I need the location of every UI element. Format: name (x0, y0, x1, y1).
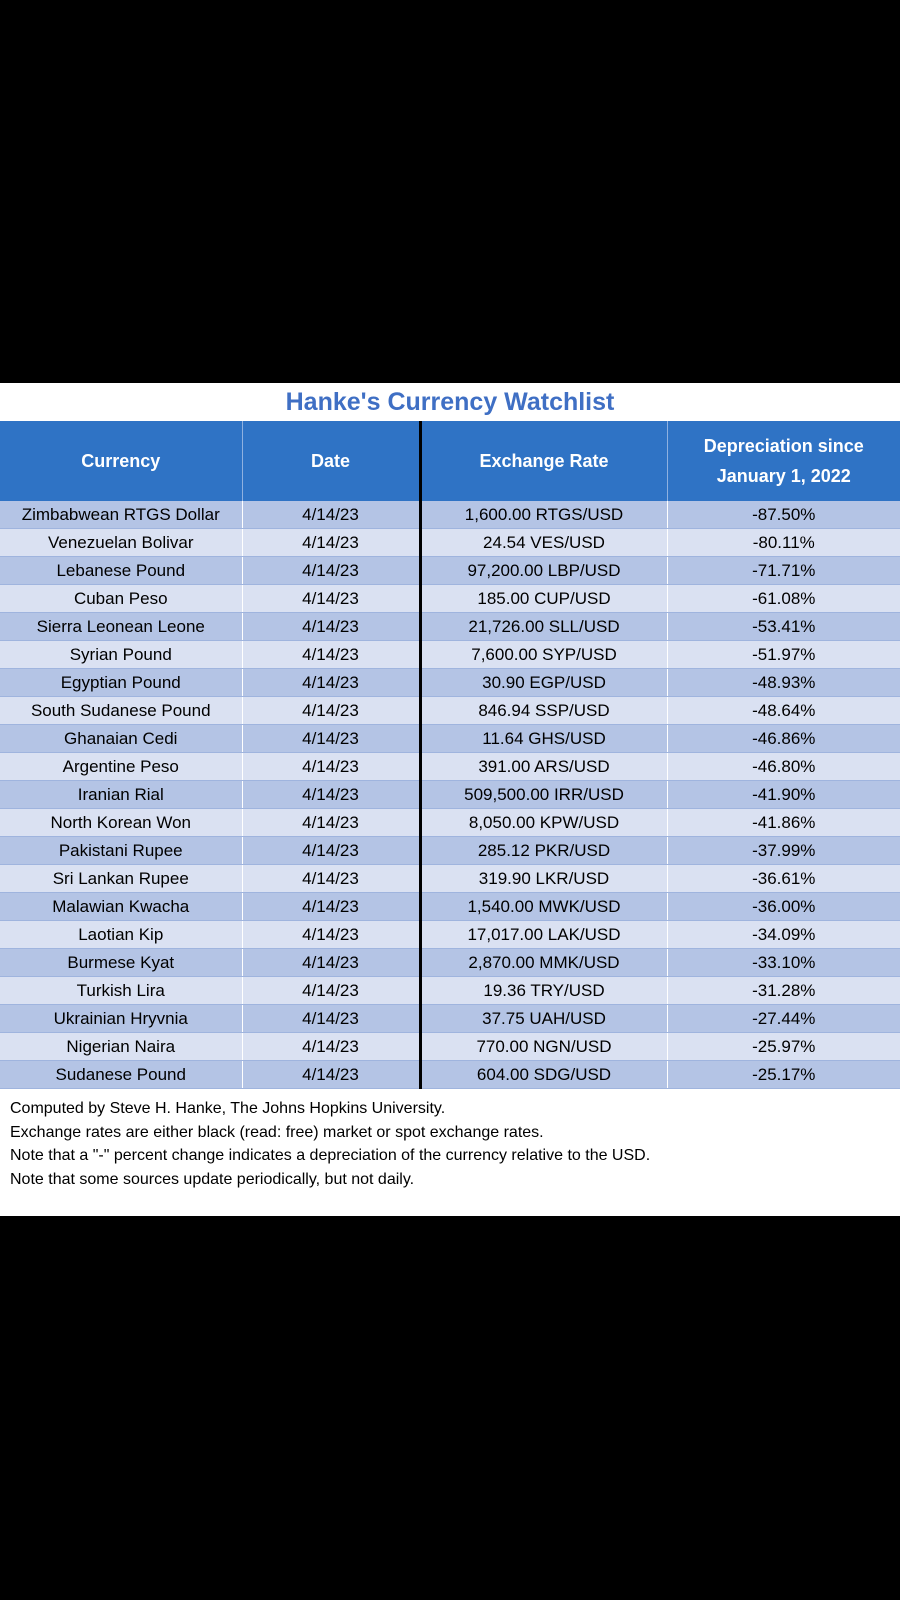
cell-exchange-rate: 604.00 SDG/USD (420, 1061, 667, 1089)
cell-date: 4/14/23 (242, 977, 420, 1005)
cell-date: 4/14/23 (242, 753, 420, 781)
table-row (0, 1005, 900, 1033)
cell-exchange-rate: 24.54 VES/USD (420, 529, 667, 557)
cell-depreciation: -27.44% (667, 1005, 900, 1033)
cell-date: 4/14/23 (242, 669, 420, 697)
table-row (0, 501, 900, 529)
cell-depreciation: -36.00% (667, 893, 900, 921)
cell-date: 4/14/23 (242, 1061, 420, 1089)
table-row (0, 977, 900, 1005)
cell-exchange-rate: 285.12 PKR/USD (420, 837, 667, 865)
header-currency: Currency (0, 421, 242, 501)
cell-currency: North Korean Won (0, 809, 242, 837)
table-row (0, 529, 900, 557)
cell-date: 4/14/23 (242, 781, 420, 809)
cell-exchange-rate: 11.64 GHS/USD (420, 725, 667, 753)
cell-depreciation: -53.41% (667, 613, 900, 641)
footnote-line: Exchange rates are either black (read: free) market or spot exchange rates. (10, 1123, 544, 1141)
cell-date: 4/14/23 (242, 1033, 420, 1061)
cell-currency: Turkish Lira (0, 977, 242, 1005)
page-title: Hanke's Currency Watchlist (285, 388, 615, 416)
cell-depreciation: -48.64% (667, 697, 900, 725)
cell-currency: Sierra Leonean Leone (0, 613, 242, 641)
cell-currency: Sri Lankan Rupee (0, 865, 242, 893)
table-row (0, 557, 900, 585)
cell-depreciation: -61.08% (667, 585, 900, 613)
cell-depreciation: -37.99% (667, 837, 900, 865)
cell-exchange-rate: 1,600.00 RTGS/USD (420, 501, 667, 529)
footnote-line: Note that some sources update periodically, but not daily. (10, 1170, 415, 1188)
cell-date: 4/14/23 (242, 837, 420, 865)
table-row (0, 893, 900, 921)
header-depreciation (667, 421, 900, 501)
cell-currency: Cuban Peso (0, 585, 242, 613)
table-row (0, 613, 900, 641)
cell-exchange-rate: 185.00 CUP/USD (420, 585, 667, 613)
cell-date: 4/14/23 (242, 809, 420, 837)
table-row (0, 725, 900, 753)
table-row (0, 669, 900, 697)
cell-depreciation: -51.97% (667, 641, 900, 669)
cell-exchange-rate: 37.75 UAH/USD (420, 1005, 667, 1033)
cell-depreciation: -48.93% (667, 669, 900, 697)
header-depreciation-line1: Depreciation since (703, 436, 864, 456)
cell-currency: Syrian Pound (0, 641, 242, 669)
cell-date: 4/14/23 (242, 557, 420, 585)
cell-date: 4/14/23 (242, 501, 420, 529)
cell-currency: Burmese Kyat (0, 949, 242, 977)
cell-date: 4/14/23 (242, 949, 420, 977)
table-row (0, 585, 900, 613)
cell-depreciation: -34.09% (667, 921, 900, 949)
cell-currency: Ghanaian Cedi (0, 725, 242, 753)
cell-exchange-rate: 846.94 SSP/USD (420, 697, 667, 725)
cell-date: 4/14/23 (242, 585, 420, 613)
table-row (0, 809, 900, 837)
table-row (0, 697, 900, 725)
cell-currency: Pakistani Rupee (0, 837, 242, 865)
cell-exchange-rate: 770.00 NGN/USD (420, 1033, 667, 1061)
table-row (0, 753, 900, 781)
cell-date: 4/14/23 (242, 921, 420, 949)
cell-depreciation: -80.11% (667, 529, 900, 557)
header-date: Date (242, 421, 420, 501)
cell-depreciation: -87.50% (667, 501, 900, 529)
watchlist-card (0, 383, 900, 1216)
table-row (0, 865, 900, 893)
table-row (0, 1033, 900, 1061)
cell-exchange-rate: 319.90 LKR/USD (420, 865, 667, 893)
cell-currency: Sudanese Pound (0, 1061, 242, 1089)
cell-currency: Ukrainian Hryvnia (0, 1005, 242, 1033)
header-exchange-rate: Exchange Rate (420, 421, 667, 501)
table-row (0, 949, 900, 977)
cell-currency: Zimbabwean RTGS Dollar (0, 501, 242, 529)
cell-currency: Lebanese Pound (0, 557, 242, 585)
currency-table (0, 421, 900, 1089)
cell-depreciation: -33.10% (667, 949, 900, 977)
table-row (0, 781, 900, 809)
cell-depreciation: -25.97% (667, 1033, 900, 1061)
cell-depreciation: -41.86% (667, 809, 900, 837)
cell-date: 4/14/23 (242, 893, 420, 921)
table-row (0, 1061, 900, 1089)
cell-exchange-rate: 19.36 TRY/USD (420, 977, 667, 1005)
cell-date: 4/14/23 (242, 725, 420, 753)
cell-currency: Laotian Kip (0, 921, 242, 949)
cell-depreciation: -46.80% (667, 753, 900, 781)
cell-currency: Iranian Rial (0, 781, 242, 809)
cell-currency: Argentine Peso (0, 753, 242, 781)
table-row (0, 641, 900, 669)
table-row (0, 837, 900, 865)
cell-exchange-rate: 509,500.00 IRR/USD (420, 781, 667, 809)
cell-depreciation: -46.86% (667, 725, 900, 753)
cell-exchange-rate: 7,600.00 SYP/USD (420, 641, 667, 669)
cell-date: 4/14/23 (242, 697, 420, 725)
table-row (0, 921, 900, 949)
cell-exchange-rate: 8,050.00 KPW/USD (420, 809, 667, 837)
cell-depreciation: -36.61% (667, 865, 900, 893)
footnote-line: Note that a "-" percent change indicates a depreciation of the currency relative to the USD. (10, 1147, 651, 1164)
cell-date: 4/14/23 (242, 1005, 420, 1033)
cell-currency: Egyptian Pound (0, 669, 242, 697)
cell-currency: Malawian Kwacha (0, 893, 242, 921)
cell-depreciation: -25.17% (667, 1061, 900, 1089)
cell-currency: Venezuelan Bolivar (0, 529, 242, 557)
cell-date: 4/14/23 (242, 529, 420, 557)
cell-exchange-rate: 391.00 ARS/USD (420, 753, 667, 781)
cell-exchange-rate: 21,726.00 SLL/USD (420, 613, 667, 641)
footnote-line: Computed by Steve H. Hanke, The Johns Hopkins University. (10, 1100, 446, 1117)
cell-depreciation: -31.28% (667, 977, 900, 1005)
header-depreciation-line2: January 1, 2022 (716, 466, 851, 486)
cell-exchange-rate: 30.90 EGP/USD (420, 669, 667, 697)
cell-date: 4/14/23 (242, 865, 420, 893)
cell-depreciation: -71.71% (667, 557, 900, 585)
cell-exchange-rate: 17,017.00 LAK/USD (420, 921, 667, 949)
cell-depreciation: -41.90% (667, 781, 900, 809)
cell-exchange-rate: 97,200.00 LBP/USD (420, 557, 667, 585)
cell-exchange-rate: 2,870.00 MMK/USD (420, 949, 667, 977)
cell-currency: South Sudanese Pound (0, 697, 242, 725)
cell-date: 4/14/23 (242, 613, 420, 641)
table-header-row (0, 421, 900, 501)
table-body (0, 501, 900, 1089)
cell-exchange-rate: 1,540.00 MWK/USD (420, 893, 667, 921)
cell-currency: Nigerian Naira (0, 1033, 242, 1061)
cell-date: 4/14/23 (242, 641, 420, 669)
footnotes (0, 1089, 900, 1199)
